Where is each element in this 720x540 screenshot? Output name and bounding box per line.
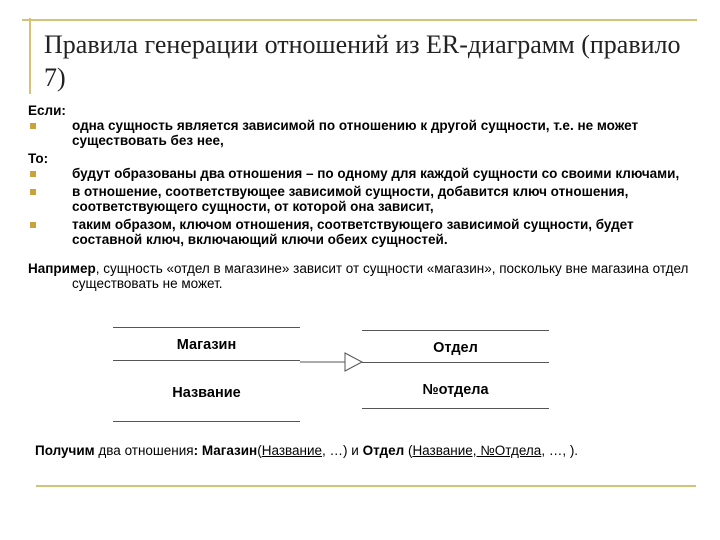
then-bullet-2: в отношение, соответствующее зависимой сущности, добавится ключ отношения, соответствующего сущности, от которой она зависит, — [28, 184, 698, 214]
example-text: , сущность «отдел в магазине» зависит от сущности «магазин», поскольку вне магазина отдел существовать не может. — [72, 261, 689, 291]
entity-department-attr: №отдела — [422, 382, 489, 398]
then-bullet-1: будут образованы два отношения – по одному для каждой сущности со своими ключами, — [28, 166, 698, 181]
then-bullet-3: таким образом, ключом отношения, соответствующего зависимой сущности, будет составной ключ, включающий ключи обеих сущностей. — [28, 217, 698, 247]
if-bullet-1: одна сущность является зависимой по отношению к другой сущности, т.е. не может существовать без нее, — [28, 118, 698, 148]
relation-dept-key: Название, №Отдела — [412, 443, 542, 458]
then-label: То: — [28, 151, 49, 166]
slide-title: Правила генерации отношений из ER-диаграмм (правило 7) — [44, 30, 681, 92]
example-lead: Например — [28, 261, 96, 276]
relation-store-name: Магазин — [201, 443, 258, 458]
entity-store-name: Магазин — [176, 337, 237, 353]
bottom-accent-line — [36, 485, 696, 487]
result-line: Получим два отношения: Магазин(Название, …) и Отдел (Название, №Отдела, …, ). — [35, 443, 579, 458]
relation-store-key: Название — [261, 443, 323, 458]
relation-dept-name: Отдел — [362, 443, 405, 458]
entity-store-attr: Название — [172, 385, 241, 401]
if-label: Если: — [28, 103, 66, 118]
entity-department-name: Отдел — [433, 340, 478, 356]
dependency-triangle-icon — [345, 353, 362, 371]
